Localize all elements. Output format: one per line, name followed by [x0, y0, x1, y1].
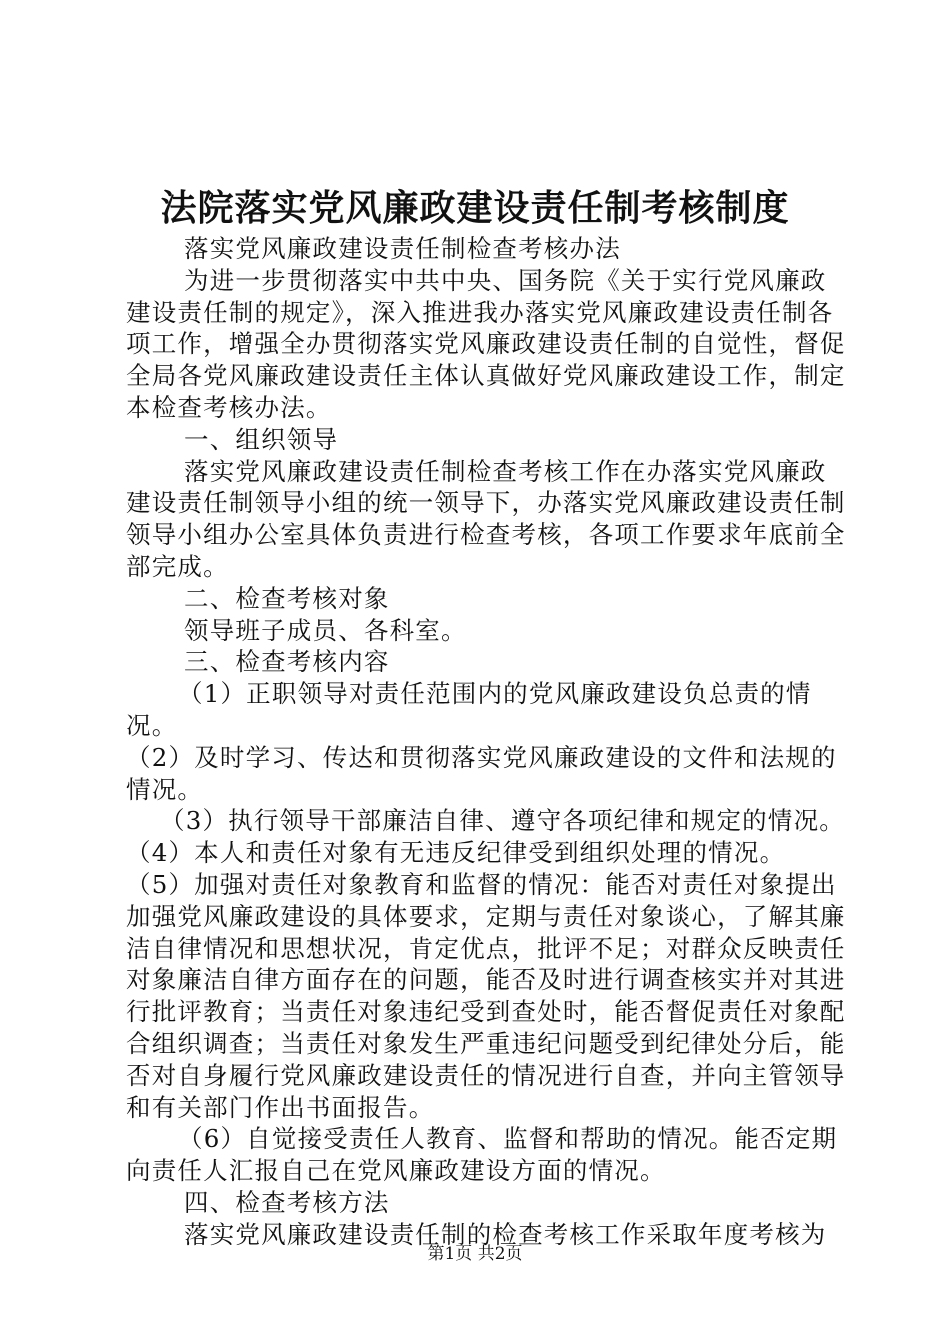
paragraph-method: 落实党风廉政建设责任制的检查考核工作采取年度考核为: [184, 1219, 827, 1249]
section-heading-3: 三、检查考核内容: [184, 647, 390, 677]
section-heading-4: 四、检查考核方法: [184, 1187, 390, 1217]
list-item-4: （4）本人和责任对象有无违反纪律受到组织处理的情况。: [126, 838, 786, 868]
paragraph-targets: 领导班子成员、各科室。: [184, 615, 467, 645]
section-heading-1: 一、组织领导: [184, 424, 339, 454]
list-item-5: （5）加强对责任对象教育和监督的情况：能否对责任对象提出加强党风廉政建设的具体要求，定期与责任对象谈心，了解其廉洁自律情况和思想状况，肯定优点，批评不足；对群众反映责任对象廉洁自律方面存在的问题，能否及时进行调查核实并对其进行批评教育；当责任对象违纪受到查处时，能否督促责任对象配合组织调查；当责任对象发生严重违纪问题受到纪律处分后，能否对自身履行党风廉政建设责任的情况进行自查，并向主管领导和有关部门作出书面报告。: [126, 869, 846, 1122]
paragraph-organization: 落实党风廉政建设责任制检查考核工作在办落实党风廉政建设责任制领导小组的统一领导下，办落实党风廉政建设责任制领导小组办公室具体负责进行检查考核，各项工作要求年底前全部完成。: [126, 456, 846, 581]
paragraph-intro: 为进一步贯彻落实中共中央、国务院《关于实行党风廉政建设责任制的规定》，深入推进我办落实党风廉政建设责任制各项工作，增强全办贯彻落实党风廉政建设责任制的自觉性，督促全局各党风廉政建设责任主体认真做好党风廉政建设工作，制定本检查考核办法。: [126, 265, 846, 422]
list-item-6: （6）自觉接受责任人教育、监督和帮助的情况。能否定期向责任人汇报自己在党风廉政建设方面的情况。: [126, 1124, 838, 1186]
paragraph-subtitle: 落实党风廉政建设责任制检查考核办法: [184, 234, 621, 263]
document-title: 法院落实党风廉政建设责任制考核制度: [160, 187, 790, 229]
page-number: 第1页 共2页: [427, 1244, 523, 1264]
list-item-1: （1）正职领导对责任范围内的党风廉政建设负总责的情况。: [126, 679, 812, 740]
list-item-2: （2）及时学习、传达和贯彻落实党风廉政建设的文件和法规的情况。: [126, 742, 837, 804]
document-body: [126, 233, 846, 1251]
list-item-3: （3）执行领导干部廉洁自律、遵守各项纪律和规定的情况。: [160, 806, 845, 836]
section-heading-2: 二、检查考核对象: [184, 583, 390, 613]
